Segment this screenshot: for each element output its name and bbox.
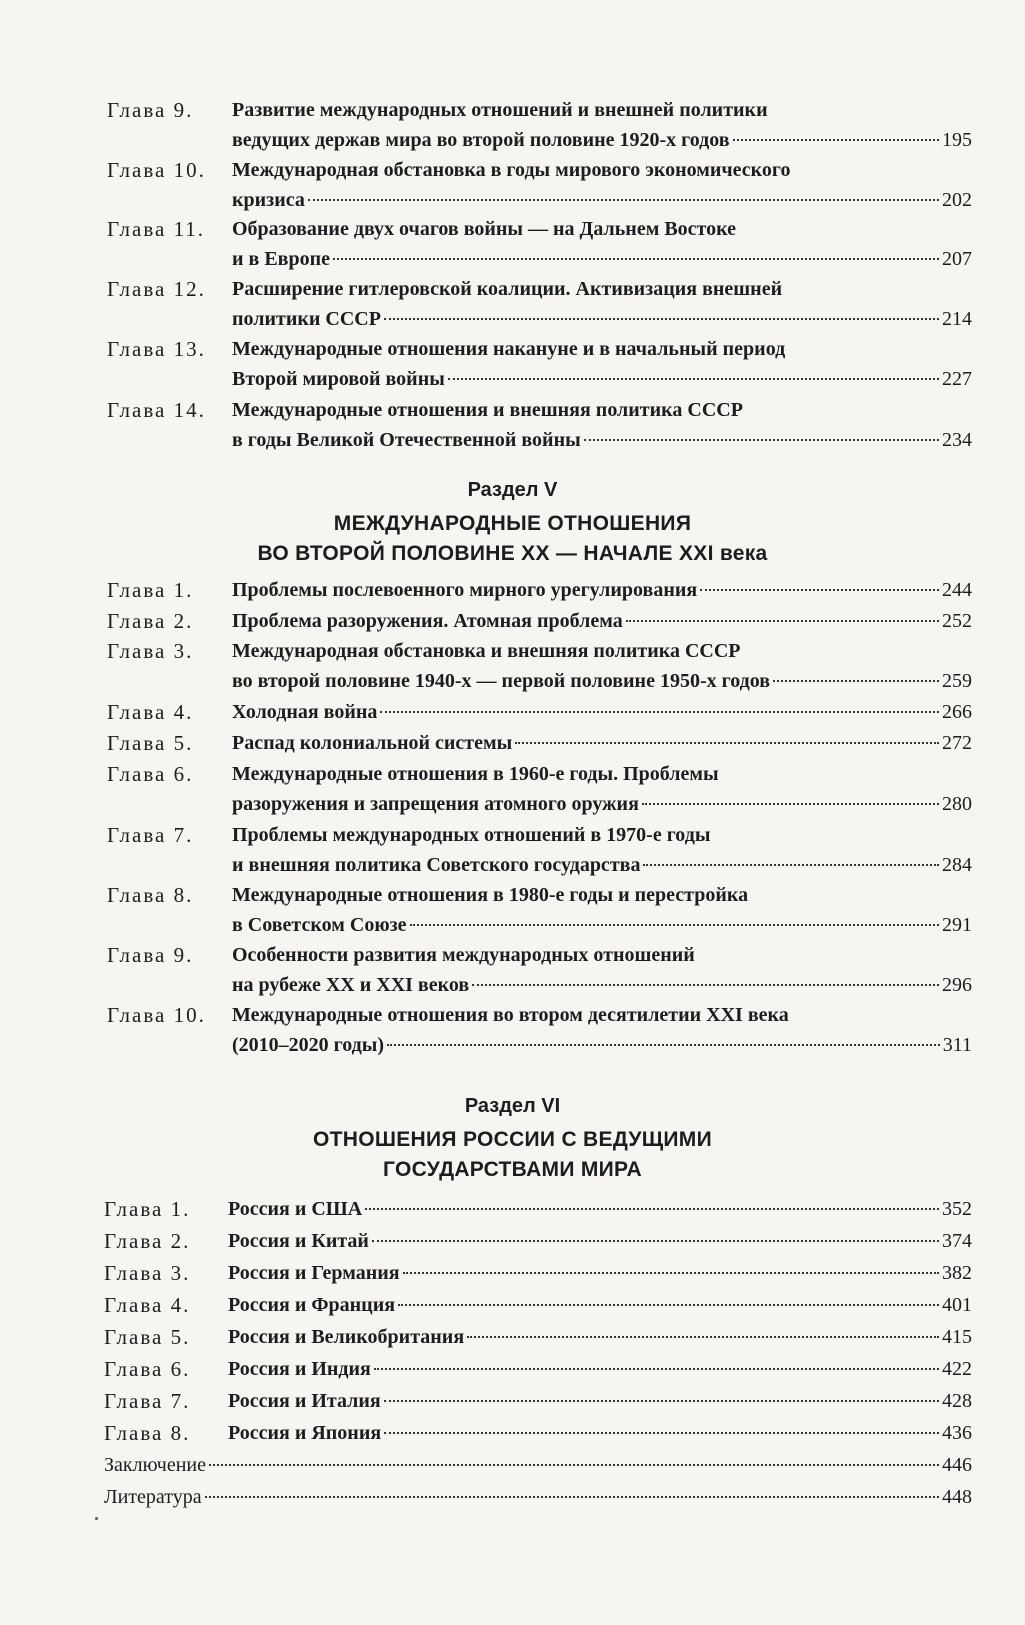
chapter-title-last: Россия и Китай 374 <box>228 1230 972 1252</box>
chapter-title-line: Международные отношения и внешняя политика СССР <box>232 399 743 421</box>
leader-dots <box>515 742 939 744</box>
chapter-label: Глава 5. <box>107 731 194 755</box>
chapter-label: Глава 4. <box>104 1293 191 1317</box>
leader-dots <box>467 1336 939 1338</box>
page-number: 401 <box>942 1294 972 1316</box>
chapter-title-last: Россия и Италия 428 <box>228 1390 972 1412</box>
page-number: 266 <box>942 701 972 723</box>
leader-dots <box>410 924 939 926</box>
leader-dots <box>700 589 939 591</box>
chapter-title-last: разоружения и запрещения атомного оружия 280 <box>232 793 972 815</box>
chapter-title-last: политики СССР 214 <box>232 308 972 330</box>
page-number: 284 <box>942 854 972 876</box>
chapter-title-last: Второй мировой войны 227 <box>232 368 972 390</box>
chapter-label: Глава 6. <box>104 1357 191 1381</box>
page-number: 436 <box>942 1422 972 1444</box>
leader-dots <box>642 803 939 805</box>
chapter-title-last: Россия и Великобритания 415 <box>228 1326 972 1348</box>
chapter-label: Глава 5. <box>104 1325 191 1349</box>
chapter-label: Глава 1. <box>107 578 194 602</box>
leader-dots <box>472 984 939 986</box>
leader-dots <box>733 139 939 141</box>
page-number: 214 <box>942 308 972 330</box>
chapter-label: Глава 3. <box>107 639 194 663</box>
leader-dots <box>398 1304 939 1306</box>
page-number: 296 <box>942 974 972 996</box>
chapter-title-line: Расширение гитлеровской коалиции. Активизация внешней <box>232 278 783 300</box>
chapter-title-last: кризиса 202 <box>232 189 972 211</box>
leader-dots <box>584 439 939 441</box>
chapter-label: Глава 8. <box>107 883 194 907</box>
section-title-line: ГОСУДАРСТВАМИ МИРА <box>383 1158 642 1181</box>
chapter-title-last: во второй половине 1940-х — первой половине 1950-х годов 259 <box>232 670 972 692</box>
page-number: 195 <box>942 129 972 151</box>
chapter-title-last: в Советском Союзе 291 <box>232 914 972 936</box>
chapter-title-last: Россия и США 352 <box>228 1198 972 1220</box>
chapter-title-line: Международные отношения в 1960-е годы. Проблемы <box>232 763 719 785</box>
chapter-label: Глава 13. <box>107 337 206 361</box>
leader-dots <box>403 1272 939 1274</box>
chapter-label: Глава 10. <box>107 158 206 182</box>
chapter-title-last: ведущих держав мира во второй половине 1920-х годов 195 <box>232 129 972 151</box>
leader-dots <box>773 680 939 682</box>
leader-dots <box>384 1400 939 1402</box>
page-number: 311 <box>942 1034 972 1056</box>
chapter-title-last: Проблемы послевоенного мирного урегулирования 244 <box>232 579 972 601</box>
section-title-line: ОТНОШЕНИЯ РОССИИ С ВЕДУЩИМИ <box>312 1128 712 1151</box>
leader-dots <box>626 620 939 622</box>
page-number: 244 <box>942 579 972 601</box>
chapter-title-line: Развитие международных отношений и внешней политики <box>232 99 768 121</box>
leader-dots <box>643 864 939 866</box>
chapter-label: Глава 8. <box>104 1421 191 1445</box>
chapter-title-line: Международная обстановка в годы мирового экономического <box>232 159 791 181</box>
chapter-label: Глава 6. <box>107 762 194 786</box>
chapter-title-last: и в Европе 207 <box>232 248 972 270</box>
page-number: 374 <box>942 1230 972 1252</box>
chapter-label: Глава 7. <box>107 823 194 847</box>
page-number: 382 <box>942 1262 972 1284</box>
leader-dots <box>205 1496 939 1498</box>
chapter-title-last: Распад колониальной системы 272 <box>232 732 972 754</box>
leader-dots <box>209 1464 939 1466</box>
chapter-label: Глава 9. <box>107 943 194 967</box>
leader-dots <box>384 318 939 320</box>
back-matter-line: Заключение 446 <box>104 1454 972 1476</box>
print-speck <box>95 1517 98 1520</box>
page-number: 448 <box>942 1486 972 1508</box>
page-number: 272 <box>942 732 972 754</box>
leader-dots <box>308 199 939 201</box>
chapter-title-last: в годы Великой Отечественной войны 234 <box>232 429 972 451</box>
chapter-title-line: Международные отношения накануне и в начальный период <box>232 338 786 360</box>
leader-dots <box>380 711 939 713</box>
chapter-label: Глава 14. <box>107 398 206 422</box>
page-number: 252 <box>942 610 972 632</box>
page-number: 415 <box>942 1326 972 1348</box>
section-title-line: ВО ВТОРОЙ ПОЛОВИНЕ XX — НАЧАЛЕ XXI века <box>257 542 768 565</box>
leader-dots <box>448 378 939 380</box>
leader-dots <box>365 1208 939 1210</box>
chapter-title-last: Россия и Япония 436 <box>228 1422 972 1444</box>
chapter-label: Глава 2. <box>104 1229 191 1253</box>
page-number: 234 <box>942 429 972 451</box>
page-number: 352 <box>942 1198 972 1220</box>
leader-dots <box>372 1240 939 1242</box>
chapter-title-line: Международные отношения во втором десятилетии XXI века <box>232 1004 789 1026</box>
leader-dots <box>384 1432 939 1434</box>
chapter-label: Глава 7. <box>104 1389 191 1413</box>
page-number: 280 <box>942 793 972 815</box>
page-number: 207 <box>942 248 972 270</box>
chapter-title-last: и внешняя политика Советского государства 284 <box>232 854 972 876</box>
chapter-title-last: Россия и Индия 422 <box>228 1358 972 1380</box>
chapter-title-line: Проблемы международных отношений в 1970-е годы <box>232 824 711 846</box>
chapter-title-line: Особенности развития международных отношений <box>232 944 695 966</box>
chapter-label: Глава 3. <box>104 1261 191 1285</box>
chapter-label: Глава 1. <box>104 1197 191 1221</box>
chapter-label: Глава 2. <box>107 609 194 633</box>
chapter-label: Глава 11. <box>107 217 206 241</box>
chapter-label: Глава 12. <box>107 277 206 301</box>
page-number: 428 <box>942 1390 972 1412</box>
page-number: 446 <box>942 1454 972 1476</box>
chapter-title-last: Россия и Германия 382 <box>228 1262 972 1284</box>
chapter-title-line: Образование двух очагов войны — на Дальнем Востоке <box>232 218 736 240</box>
chapter-label: Глава 4. <box>107 700 194 724</box>
chapter-title-last: Холодная война 266 <box>232 701 972 723</box>
chapter-title-last: Проблема разоружения. Атомная проблема 252 <box>232 610 972 632</box>
page-number: 202 <box>942 189 972 211</box>
section-number: Раздел VI <box>464 1095 561 1117</box>
chapter-title-line: Международные отношения в 1980-е годы и перестройка <box>232 884 749 906</box>
chapter-label: Глава 9. <box>107 98 194 122</box>
back-matter-line: Литература 448 <box>104 1486 972 1508</box>
chapter-label: Глава 10. <box>107 1003 206 1027</box>
page-number: 259 <box>942 670 972 692</box>
page-number: 422 <box>942 1358 972 1380</box>
leader-dots <box>333 258 939 260</box>
section-title-line: МЕЖДУНАРОДНЫЕ ОТНОШЕНИЯ <box>333 512 692 535</box>
chapter-title-last: Россия и Франция 401 <box>228 1294 972 1316</box>
page-number: 291 <box>942 914 972 936</box>
section-number: Раздел V <box>467 479 558 501</box>
chapter-title-line: Международная обстановка и внешняя политика СССР <box>232 640 741 662</box>
leader-dots <box>387 1044 940 1046</box>
leader-dots <box>374 1368 939 1370</box>
chapter-title-last: на рубеже XX и XXI веков 296 <box>232 974 972 996</box>
page-number: 227 <box>942 368 972 390</box>
chapter-title-last: (2010–2020 годы) 311 <box>232 1034 972 1056</box>
